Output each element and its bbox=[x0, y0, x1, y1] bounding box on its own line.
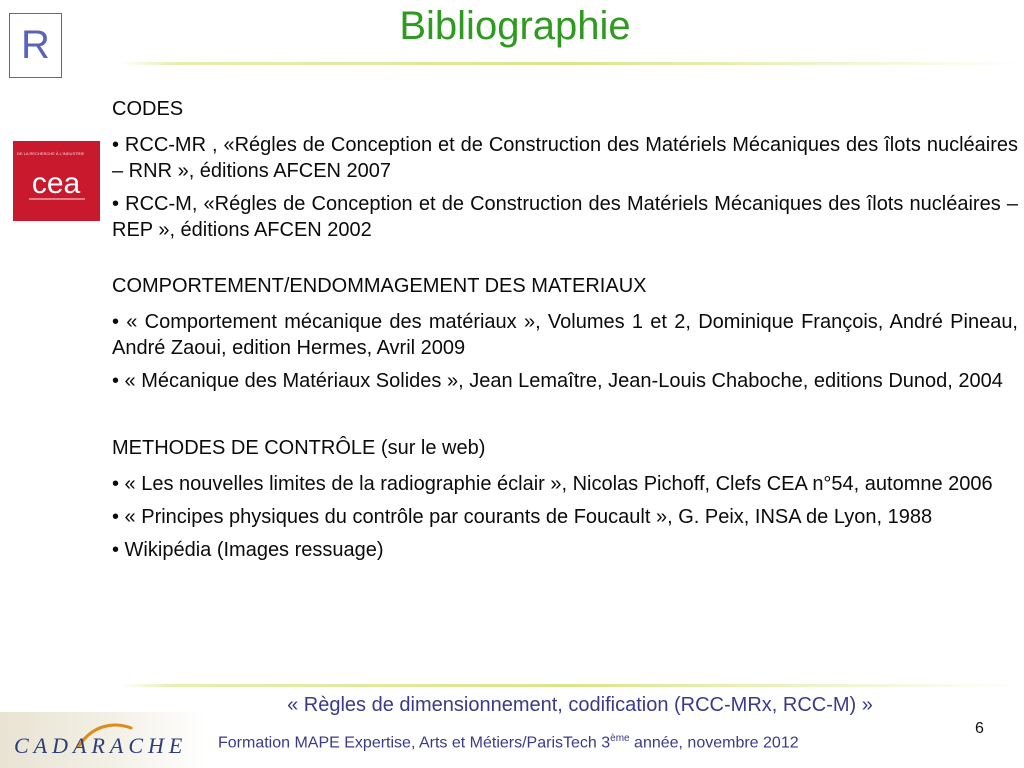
page-number: 6 bbox=[975, 720, 984, 737]
list-item: • « Mécanique des Matériaux Solides », Jean Lemaître, Jean-Louis Chaboche, editions Dunod, 2004 bbox=[112, 370, 1003, 392]
footer-course bbox=[218, 733, 799, 752]
cea-logo-mark-icon bbox=[13, 141, 100, 221]
list-item: • « Les nouvelles limites de la radiographie éclair », Nicolas Pichoff, Clefs CEA n°54, automne 2006 bbox=[112, 473, 993, 495]
bottom-divider bbox=[120, 684, 1024, 687]
cea-logo-name: cea bbox=[31, 167, 81, 200]
footer-course-sup: ème bbox=[610, 733, 630, 744]
cadarache-logo-text: CADARACHE bbox=[14, 733, 188, 758]
footer-subject: « Règles de dimensionnement, codification (RCC-MRx, RCC-M) » bbox=[287, 694, 873, 716]
section-heading-materials: COMPORTEMENT/ENDOMMAGEMENT DES MATERIAUX bbox=[112, 275, 647, 297]
r-badge: R bbox=[9, 13, 62, 78]
section-heading-codes: CODES bbox=[112, 98, 184, 120]
list-item: • « Comportement mécanique des matériaux », Volumes 1 et 2, Dominique François, André Pineau, André Zaoui, edition Hermes, Avril 2009 bbox=[112, 311, 1018, 359]
cadarache-logo bbox=[0, 712, 205, 768]
list-item: • RCC-MR , «Régles de Conception et de Construction des Matériels Mécaniques des îlots nucléaires – RNR », éditions AFCEN 2007 bbox=[112, 134, 1018, 182]
list-item: • Wikipédia (Images ressuage) bbox=[112, 539, 384, 561]
top-divider bbox=[120, 62, 1024, 65]
cea-logo-tagline: DE LA RECHERCHE À L'INDUSTRIE bbox=[17, 151, 85, 156]
footer-course-main: Formation MAPE Expertise, Arts et Métiers/ParisTech 3 bbox=[218, 734, 611, 752]
bibliography-content bbox=[112, 96, 1018, 563]
page-title: Bibliographie bbox=[399, 4, 631, 48]
cea-logo bbox=[13, 141, 100, 221]
footer-course-end: année, novembre 2012 bbox=[629, 734, 799, 752]
section-heading-control-methods: METHODES DE CONTRÔLE (sur le web) bbox=[112, 437, 486, 459]
list-item: • RCC-M, «Régles de Conception et de Construction des Matériels Mécaniques des îlots nucléaires –REP », éditions AFCEN 2002 bbox=[112, 193, 1018, 241]
list-item: • « Principes physiques du contrôle par courants de Foucault », G. Peix, INSA de Lyon, 1988 bbox=[112, 506, 933, 528]
